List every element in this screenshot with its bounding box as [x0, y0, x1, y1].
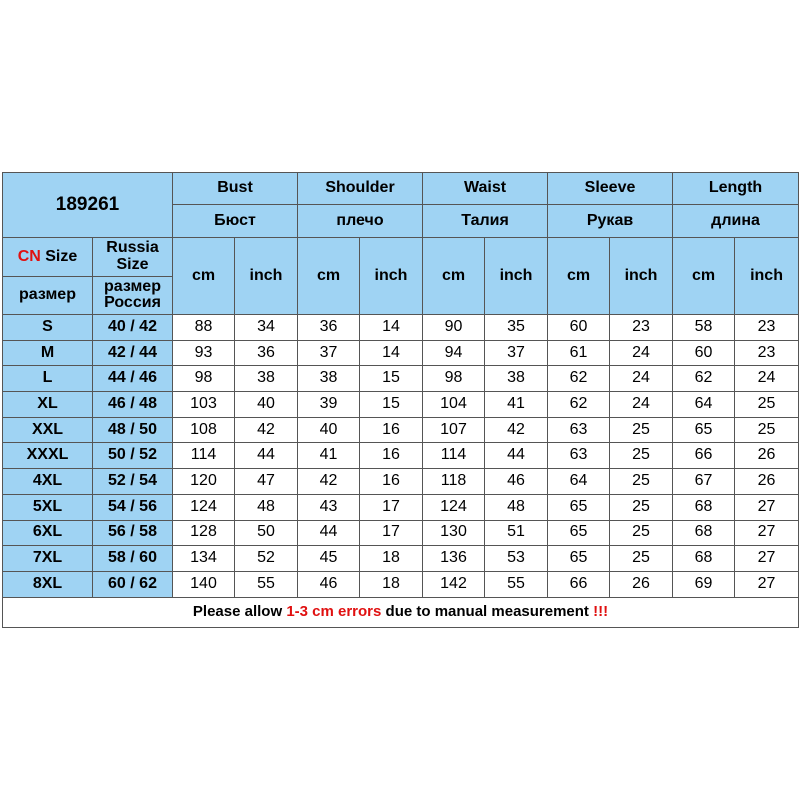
measurement-cell: 136 [423, 546, 485, 572]
measurement-cell: 17 [360, 494, 423, 520]
header-length-en: Length [673, 173, 799, 205]
russia-size-cell: 40 / 42 [93, 315, 173, 341]
measurement-cell: 34 [235, 315, 298, 341]
measurement-cell: 18 [360, 546, 423, 572]
measurement-cell: 65 [548, 546, 610, 572]
measurement-cell: 64 [673, 392, 735, 418]
measurement-cell: 25 [610, 520, 673, 546]
measurement-cell: 48 [485, 494, 548, 520]
measurement-cell: 45 [298, 546, 360, 572]
measurement-cell: 36 [235, 340, 298, 366]
measurement-cell: 25 [610, 546, 673, 572]
cn-size-cell: 8XL [3, 571, 93, 597]
product-code: 189261 [3, 173, 173, 238]
measurement-cell: 24 [610, 340, 673, 366]
measurement-cell: 25 [610, 469, 673, 495]
russia-size-cell: 48 / 50 [93, 417, 173, 443]
measurement-cell: 103 [173, 392, 235, 418]
note-prefix: Please allow [192, 603, 287, 621]
measurement-cell: 15 [360, 392, 423, 418]
measurement-cell: 40 [235, 392, 298, 418]
measurement-cell: 41 [298, 443, 360, 469]
measurement-cell: 63 [548, 443, 610, 469]
russia-size-cell: 46 / 48 [93, 392, 173, 418]
measurement-cell: 26 [735, 443, 799, 469]
russia-size-cell: 60 / 62 [93, 571, 173, 597]
measurement-cell: 27 [735, 571, 799, 597]
cn-size-header-ru: размер [3, 276, 93, 314]
measurement-cell: 118 [423, 469, 485, 495]
measurement-cell: 25 [735, 392, 799, 418]
cn-size-cell: XL [3, 392, 93, 418]
measurement-cell: 24 [610, 392, 673, 418]
table-row [3, 340, 799, 366]
measurement-cell: 120 [173, 469, 235, 495]
measurement-cell: 134 [173, 546, 235, 572]
russia-size-header-ru: размер Россия [93, 276, 173, 314]
measurement-cell: 114 [423, 443, 485, 469]
measurement-cell: 66 [548, 571, 610, 597]
measurement-cell: 68 [673, 520, 735, 546]
table-row [3, 520, 799, 546]
table-row [3, 392, 799, 418]
measurement-cell: 15 [360, 366, 423, 392]
cn-size-cell: 5XL [3, 494, 93, 520]
cn-size-cell: L [3, 366, 93, 392]
measurement-cell: 140 [173, 571, 235, 597]
measurement-cell: 124 [423, 494, 485, 520]
measurement-cell: 14 [360, 315, 423, 341]
measurement-cell: 58 [673, 315, 735, 341]
measurement-cell: 23 [610, 315, 673, 341]
measurement-note [3, 597, 799, 627]
measurement-cell: 37 [485, 340, 548, 366]
header-waist-ru: Талия [423, 205, 548, 238]
measurement-cell: 39 [298, 392, 360, 418]
header-shoulder-en: Shoulder [298, 173, 423, 205]
cn-size-cell: 6XL [3, 520, 93, 546]
cn-size-cell: 7XL [3, 546, 93, 572]
russia-size-cell: 56 / 58 [93, 520, 173, 546]
measurement-cell: 93 [173, 340, 235, 366]
measurement-cell: 98 [173, 366, 235, 392]
measurement-cell: 40 [298, 417, 360, 443]
measurement-cell: 42 [298, 469, 360, 495]
measurement-cell: 26 [735, 469, 799, 495]
measurement-cell: 27 [735, 494, 799, 520]
unit-inch-waist: inch [485, 238, 548, 315]
header-length-ru: длина [673, 205, 799, 238]
cn-size-cell: XXXL [3, 443, 93, 469]
measurement-cell: 60 [548, 315, 610, 341]
measurement-cell: 43 [298, 494, 360, 520]
measurement-cell: 37 [298, 340, 360, 366]
measurement-cell: 44 [298, 520, 360, 546]
measurement-cell: 16 [360, 469, 423, 495]
measurement-cell: 16 [360, 443, 423, 469]
unit-inch-sleeve: inch [610, 238, 673, 315]
size-label: Size [40, 247, 78, 265]
unit-cm-waist: cm [423, 238, 485, 315]
measurement-cell: 130 [423, 520, 485, 546]
measurement-cell: 142 [423, 571, 485, 597]
header-shoulder-ru: плечо [298, 205, 423, 238]
measurement-cell: 69 [673, 571, 735, 597]
measurement-cell: 51 [485, 520, 548, 546]
note-highlight: 1-3 cm errors [286, 603, 382, 621]
measurement-cell: 18 [360, 571, 423, 597]
header-bust-en: Bust [173, 173, 298, 205]
russia-size-cell: 58 / 60 [93, 546, 173, 572]
measurement-cell: 65 [673, 417, 735, 443]
measurement-cell: 124 [173, 494, 235, 520]
note-suffix: due to manual measurement [381, 603, 594, 621]
measurement-cell: 27 [735, 520, 799, 546]
measurement-cell: 62 [673, 366, 735, 392]
russia-size-cell: 42 / 44 [93, 340, 173, 366]
measurement-cell: 62 [548, 366, 610, 392]
measurement-cell: 35 [485, 315, 548, 341]
measurement-cell: 60 [673, 340, 735, 366]
table-row [3, 315, 799, 341]
unit-cm-length: cm [673, 238, 735, 315]
size-chart-table [2, 172, 799, 628]
measurement-cell: 65 [548, 494, 610, 520]
measurement-cell: 104 [423, 392, 485, 418]
cn-size-cell: M [3, 340, 93, 366]
measurement-cell: 17 [360, 520, 423, 546]
measurement-cell: 48 [235, 494, 298, 520]
measurement-cell: 25 [610, 443, 673, 469]
measurement-cell: 62 [548, 392, 610, 418]
measurement-cell: 38 [235, 366, 298, 392]
russia-size-cell: 54 / 56 [93, 494, 173, 520]
measurement-cell: 53 [485, 546, 548, 572]
measurement-cell: 38 [485, 366, 548, 392]
measurement-cell: 38 [298, 366, 360, 392]
measurement-cell: 66 [673, 443, 735, 469]
table-row [3, 546, 799, 572]
measurement-cell: 61 [548, 340, 610, 366]
unit-cm-sleeve: cm [548, 238, 610, 315]
measurement-cell: 55 [485, 571, 548, 597]
unit-cm-shoulder: cm [298, 238, 360, 315]
measurement-cell: 14 [360, 340, 423, 366]
measurement-cell: 41 [485, 392, 548, 418]
header-sleeve-en: Sleeve [548, 173, 673, 205]
table-row [3, 571, 799, 597]
measurement-cell: 64 [548, 469, 610, 495]
russia-size-cell: 52 / 54 [93, 469, 173, 495]
table-row [3, 417, 799, 443]
measurement-cell: 107 [423, 417, 485, 443]
measurement-cell: 67 [673, 469, 735, 495]
header-sleeve-ru: Рукав [548, 205, 673, 238]
note-exclaim: !!! [593, 603, 609, 621]
measurement-cell: 46 [298, 571, 360, 597]
cn-size-cell: XXL [3, 417, 93, 443]
measurement-cell: 46 [485, 469, 548, 495]
russia-size-header: Russia Size [93, 238, 173, 276]
measurement-cell: 88 [173, 315, 235, 341]
measurement-cell: 98 [423, 366, 485, 392]
measurement-cell: 55 [235, 571, 298, 597]
measurement-cell: 23 [735, 315, 799, 341]
table-row [3, 443, 799, 469]
unit-inch-shoulder: inch [360, 238, 423, 315]
measurement-cell: 27 [735, 546, 799, 572]
measurement-cell: 50 [235, 520, 298, 546]
measurement-cell: 128 [173, 520, 235, 546]
header-bust-ru: Бюст [173, 205, 298, 238]
table-row [3, 366, 799, 392]
measurement-cell: 16 [360, 417, 423, 443]
measurement-cell: 52 [235, 546, 298, 572]
cn-size-cell: 4XL [3, 469, 93, 495]
table-row [3, 494, 799, 520]
unit-cm-bust: cm [173, 238, 235, 315]
russia-size-cell: 44 / 46 [93, 366, 173, 392]
measurement-cell: 25 [610, 494, 673, 520]
measurement-cell: 42 [485, 417, 548, 443]
unit-inch-bust: inch [235, 238, 298, 315]
measurement-cell: 25 [610, 417, 673, 443]
measurement-cell: 44 [235, 443, 298, 469]
russia-size-cell: 50 / 52 [93, 443, 173, 469]
measurement-cell: 26 [610, 571, 673, 597]
measurement-cell: 36 [298, 315, 360, 341]
unit-inch-length: inch [735, 238, 799, 315]
measurement-cell: 25 [735, 417, 799, 443]
measurement-cell: 114 [173, 443, 235, 469]
measurement-cell: 68 [673, 546, 735, 572]
measurement-cell: 23 [735, 340, 799, 366]
cn-size-header [3, 238, 93, 276]
measurement-cell: 63 [548, 417, 610, 443]
cn-label: CN [17, 247, 41, 265]
measurement-cell: 68 [673, 494, 735, 520]
measurement-cell: 65 [548, 520, 610, 546]
measurement-cell: 90 [423, 315, 485, 341]
measurement-cell: 24 [735, 366, 799, 392]
measurement-cell: 108 [173, 417, 235, 443]
measurement-cell: 94 [423, 340, 485, 366]
table-row [3, 469, 799, 495]
cn-size-cell: S [3, 315, 93, 341]
measurement-cell: 47 [235, 469, 298, 495]
measurement-cell: 42 [235, 417, 298, 443]
header-waist-en: Waist [423, 173, 548, 205]
measurement-cell: 44 [485, 443, 548, 469]
measurement-cell: 24 [610, 366, 673, 392]
